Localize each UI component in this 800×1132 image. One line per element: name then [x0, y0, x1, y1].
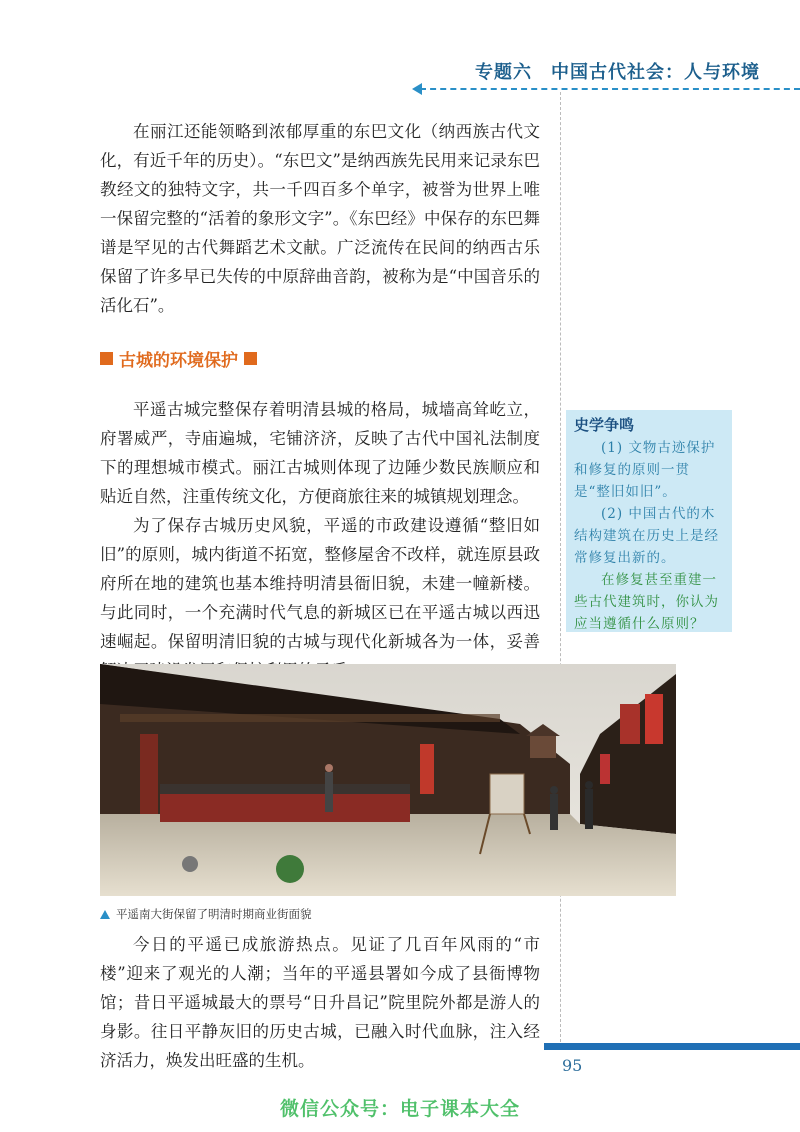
paragraph-preservation: 为了保存古城历史风貌，平遥的市政建设遵循“整旧如旧”的原则，城内街道不拓宽，整修屋舍不改样，就连原县政府所在地的建筑也基本维持明清县衙旧貌，未建一幢新楼。与此同时，一个充满时代气息的新城区已在平遥古城以西迅速崛起。保留明清旧貌的古城与现代化新城各为一体，妥善	[100, 516, 540, 651]
page-number: 95	[562, 1056, 583, 1075]
caption-triangle-icon	[100, 910, 110, 919]
watermark-text: 微信公众号：电子课本大全	[279, 1098, 520, 1120]
chapter-title: 专题六 中国古代社会：人与环境	[475, 62, 760, 83]
paragraph-dongba-culture: 在丽江还能领略到浓郁厚重的东巴文化（纳西族古代文化，有近千年的历史）。“东巴文”是纳西族先民用来记录东巴教经文的独特文字，共一千四百多个单字，被誉为世界上唯一保留完整的“活着的象形文字”。《东巴经》中保存的东巴舞谱是罕见的古代舞蹈艺术文献。广泛流传在民间的纳西古乐保留了许多早已失传的中原辞曲音韵，被称为是“中国音乐的活化石”。	[100, 122, 540, 315]
footer-bar	[544, 1043, 800, 1050]
margin-dashed-rule	[560, 92, 561, 1042]
header-arrow-icon	[412, 83, 422, 95]
photo-caption	[100, 906, 312, 922]
pingyao-street-photo	[100, 664, 676, 896]
section-heading-text: 古城的环境保护	[119, 351, 238, 371]
paragraph-pingyao-layout: 平遥古城完整保存着明清县城的格局，城墙高耸屹立，府署威严，寺庙遍城，宅铺济济，反映了古代中国礼法制度下的理想城市模式。丽江古城则体现了边陲少数民族顺应和贴近自然，注重传统文化，方便商旅往来的城镇规划理念。	[100, 400, 540, 506]
sidebox-title: 史学争鸣	[574, 416, 635, 434]
paragraph-tourism: 今日的平遥已成旅游热点。见证了几百年风雨的“市楼”迎来了观光的人潮；当年的平遥县署如今成了县衙博物馆；昔日平遥城最大的票号“日升昌记”院里院外都是游人的身影。往日平静灰旧的历史古城，已融入时代血脉，注入经济活力，焕发出旺盛的生机。	[100, 935, 540, 1070]
sidebox-question: 在修复甚至重建一些古代建筑时，你认为应当遵循什么原则？	[574, 572, 719, 632]
sidebox-item-2: (2) 中国古代的木结构建筑在历史上是经常修复出新的。	[574, 506, 719, 566]
square-bullet-icon	[100, 352, 113, 365]
square-bullet-icon	[244, 352, 257, 365]
header-dashed-rule	[420, 88, 800, 90]
street-scene-illustration	[100, 664, 676, 896]
sidebox-item-1: (1) 文物古迹保护和修复的原则一贯是“整旧如旧”。	[574, 440, 716, 500]
debate-sidebox	[566, 410, 732, 632]
section-heading	[100, 346, 257, 371]
photo-caption-text: 平遥南大街保留了明清时期商业街面貌	[116, 907, 312, 921]
